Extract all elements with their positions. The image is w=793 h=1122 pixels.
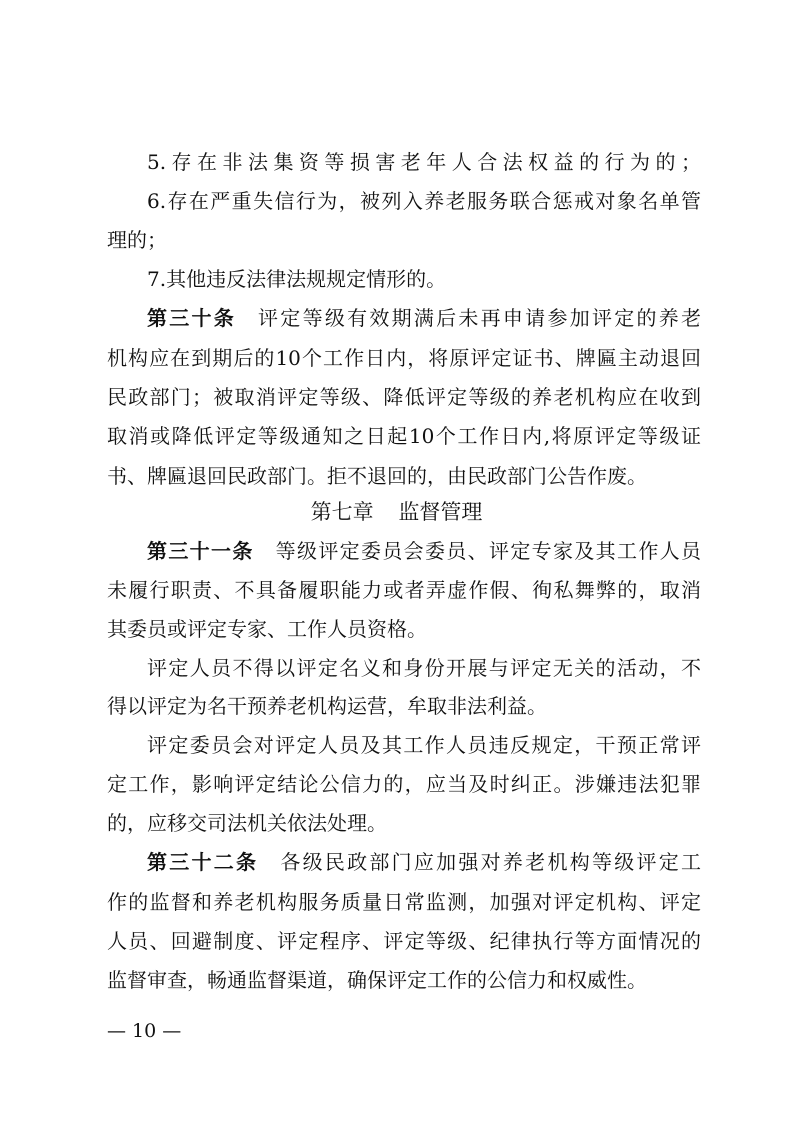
article-30-heading: 第三十条 [147, 306, 237, 330]
text-line: 理的； [107, 228, 167, 252]
text-line: 各级民政部门应加强对养老机构等级评定工 [280, 850, 702, 874]
article-30-line [107, 299, 701, 338]
article-32-heading: 第三十二条 [147, 850, 259, 874]
text-line: 6.存在严重失信行为，被列入养老服务联合惩戒对象名单管 [147, 189, 701, 213]
text-line: 作的监督和养老机构服务质量日常监测，加强对评定机构、评定 [107, 890, 701, 914]
text-line: 评定委员会对评定人员及其工作人员违反规定，干预正常评 [147, 733, 701, 757]
text-line: 人员、回避制度、评定程序、评定等级、纪律执行等方面情况的 [107, 929, 701, 953]
chapter-title: 第七章 监督管理 [310, 500, 483, 524]
text-line: 7.其他违反法律法规规定情形的。 [147, 267, 447, 291]
text-line: 的，应移交司法机关依法处理。 [107, 811, 387, 835]
text-line: 得以评定为名干预养老机构运营，牟取非法利益。 [107, 694, 547, 718]
text-line: 其委员或评定专家、工作人员资格。 [107, 617, 427, 641]
text-line: 未履行职责、不具备履职能力或者弄虚作假、徇私舞弊的，取消 [107, 578, 701, 602]
text-line: 评定人员不得以评定名义和身份开展与评定无关的活动，不 [147, 656, 701, 680]
page-number: — 10 — [107, 1020, 182, 1042]
article-31-line [107, 532, 701, 571]
text-line: 书、牌匾退回民政部门。拒不退回的，由民政部门公告作废。 [107, 464, 647, 488]
text-line: 监督审查，畅通监督渠道，确保评定工作的公信力和权威性。 [107, 968, 647, 992]
article-31-heading: 第三十一条 [147, 539, 254, 563]
text-line: 评定等级有效期满后未再申请参加评定的养老 [258, 306, 702, 330]
text-line: 定工作，影响评定结论公信力的，应当及时纠正。涉嫌违法犯罪 [107, 772, 701, 796]
text-line: 机构应在到期后的10个工作日内，将原评定证书、牌匾主动退回 [107, 346, 701, 370]
article-32-line [107, 843, 701, 882]
text-line: 5.存在非法集资等损害老年人合法权益的行为的； [147, 150, 701, 174]
text-line: 等级评定委员会委员、评定专家及其工作人员 [275, 539, 702, 563]
text-line: 民政部门；被取消评定等级、降低评定等级的养老机构应在收到 [107, 385, 701, 409]
text-line: 取消或降低评定等级通知之日起10个工作日内,将原评定等级证 [107, 424, 701, 448]
